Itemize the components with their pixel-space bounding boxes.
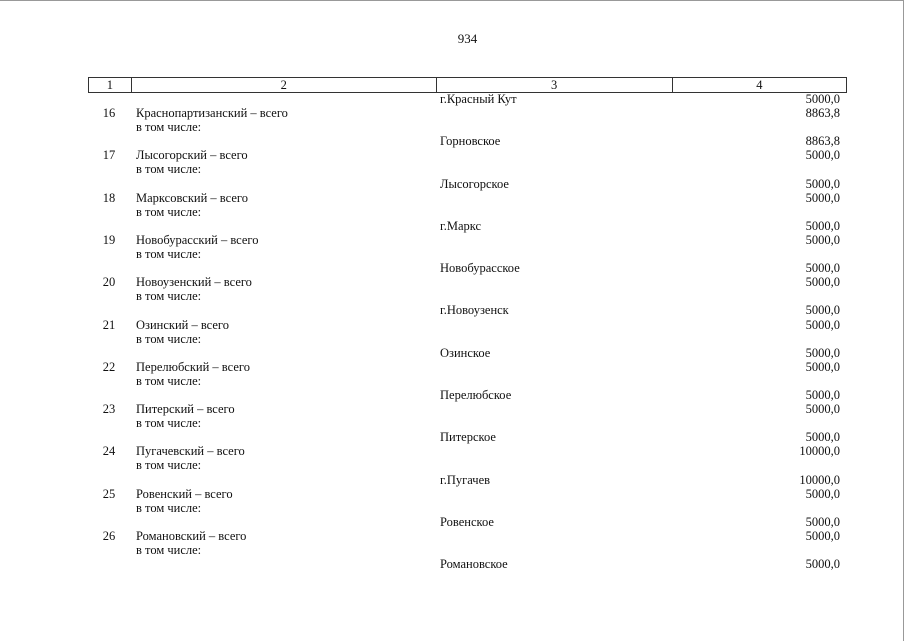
row-number: 22 (102, 359, 116, 374)
table-row-settlement (88, 219, 846, 233)
district-name: Новобурасский – всего (136, 232, 259, 247)
table-body (88, 92, 846, 571)
settlement-value: 5000,0 (805, 303, 840, 318)
table-row-subtotal-label (88, 162, 846, 176)
district-total: 5000,0 (805, 232, 840, 247)
table-row-subtotal-label (88, 120, 846, 134)
district-total: 5000,0 (805, 402, 840, 417)
including-label: в том числе: (136, 543, 202, 557)
settlement-name: г.Маркс (440, 218, 482, 233)
settlement-name: г.Пугачев (440, 472, 491, 487)
settlement-name: г.Красный Кут (440, 92, 517, 106)
district-name: Лысогорский – всего (136, 148, 248, 163)
row-number: 25 (102, 486, 116, 501)
settlement-name: Озинское (440, 345, 491, 360)
table-row-district (88, 487, 846, 501)
including-label: в том числе: (136, 247, 202, 262)
district-name: Краснопартизанский – всего (136, 106, 288, 121)
district-total: 10000,0 (799, 444, 840, 459)
district-total: 8863,8 (805, 106, 840, 121)
row-number: 24 (102, 444, 116, 459)
row-number: 21 (102, 317, 116, 332)
settlement-value: 8863,8 (805, 134, 840, 149)
settlement-name: Питерское (440, 430, 496, 445)
including-label: в том числе: (136, 289, 202, 304)
district-name: Перелюбский – всего (136, 359, 250, 374)
table-row-district (88, 318, 846, 332)
table-row-district (88, 148, 846, 162)
district-total: 5000,0 (805, 359, 840, 374)
settlement-value: 5000,0 (805, 92, 840, 106)
header-col-2: 2 (132, 78, 437, 92)
settlement-value: 5000,0 (805, 514, 840, 529)
table-row-district (88, 106, 846, 120)
table-header (88, 77, 847, 93)
district-name: Озинский – всего (136, 317, 229, 332)
district-total: 5000,0 (805, 317, 840, 332)
settlement-name: Романовское (440, 557, 508, 572)
district-name: Новоузенский – всего (136, 275, 252, 290)
table-row-settlement (88, 134, 846, 148)
table-row-subtotal-label (88, 289, 846, 303)
table-row-district (88, 275, 846, 289)
table-row-district (88, 360, 846, 374)
settlement-value: 5000,0 (805, 387, 840, 402)
table-row-settlement (88, 473, 846, 487)
district-total: 5000,0 (805, 528, 840, 543)
including-label: в том числе: (136, 120, 202, 135)
table-row-settlement (88, 430, 846, 444)
district-name: Романовский – всего (136, 528, 247, 543)
table-row-district (88, 191, 846, 205)
table-row-settlement (88, 261, 846, 275)
settlement-name: Новобурасское (440, 261, 520, 276)
table-row-district (88, 402, 846, 416)
table-row-settlement (88, 303, 846, 317)
including-label: в том числе: (136, 500, 202, 515)
table-row-settlement (88, 346, 846, 360)
settlement-name: г.Новоузенск (440, 303, 509, 318)
including-label: в том числе: (136, 204, 202, 219)
table-row-district (88, 233, 846, 247)
district-total: 5000,0 (805, 190, 840, 205)
table-row-subtotal-label (88, 205, 846, 219)
table-row-subtotal-label (88, 332, 846, 346)
row-number: 17 (102, 148, 116, 163)
table-row-settlement (88, 515, 846, 529)
table-row-carryover (88, 92, 846, 106)
district-total: 5000,0 (805, 148, 840, 163)
including-label: в том числе: (136, 331, 202, 346)
table-row-settlement (88, 177, 846, 191)
table-row-subtotal-label (88, 374, 846, 388)
including-label: в том числе: (136, 162, 202, 177)
settlement-value: 5000,0 (805, 430, 840, 445)
settlement-name: Ровенское (440, 514, 494, 529)
header-col-1: 1 (89, 78, 132, 92)
settlement-name: Горновское (440, 134, 501, 149)
table-row-district (88, 444, 846, 458)
district-name: Питерский – всего (136, 402, 235, 417)
row-number: 16 (102, 106, 116, 121)
including-label: в том числе: (136, 458, 202, 473)
district-name: Пугачевский – всего (136, 444, 245, 459)
row-number: 20 (102, 275, 116, 290)
settlement-value: 5000,0 (805, 176, 840, 191)
settlement-value: 5000,0 (805, 218, 840, 233)
table-row-subtotal-label (88, 416, 846, 430)
row-number: 18 (102, 190, 116, 205)
including-label: в том числе: (136, 416, 202, 431)
district-name: Ровенский – всего (136, 486, 233, 501)
district-name: Марксовский – всего (136, 190, 248, 205)
district-total: 5000,0 (805, 486, 840, 501)
table-row-settlement (88, 388, 846, 402)
row-number: 19 (102, 232, 116, 247)
table-row-subtotal-label (88, 543, 846, 557)
settlement-name: Лысогорское (440, 176, 509, 191)
header-col-4: 4 (756, 78, 763, 92)
settlement-value: 5000,0 (805, 557, 840, 572)
table-row-district (88, 529, 846, 543)
table-row-subtotal-label (88, 458, 846, 472)
settlement-value: 5000,0 (805, 345, 840, 360)
settlement-name: Перелюбское (440, 387, 512, 402)
table-row-settlement (88, 557, 846, 571)
district-total: 5000,0 (805, 275, 840, 290)
header-col-3: 3 (437, 78, 673, 92)
settlement-value: 10000,0 (799, 472, 840, 487)
including-label: в том числе: (136, 373, 202, 388)
page-number: 934 (457, 31, 478, 46)
table-row-subtotal-label (88, 501, 846, 515)
row-number: 23 (102, 402, 116, 417)
table-row-subtotal-label (88, 247, 846, 261)
settlement-value: 5000,0 (805, 261, 840, 276)
row-number: 26 (102, 528, 116, 543)
